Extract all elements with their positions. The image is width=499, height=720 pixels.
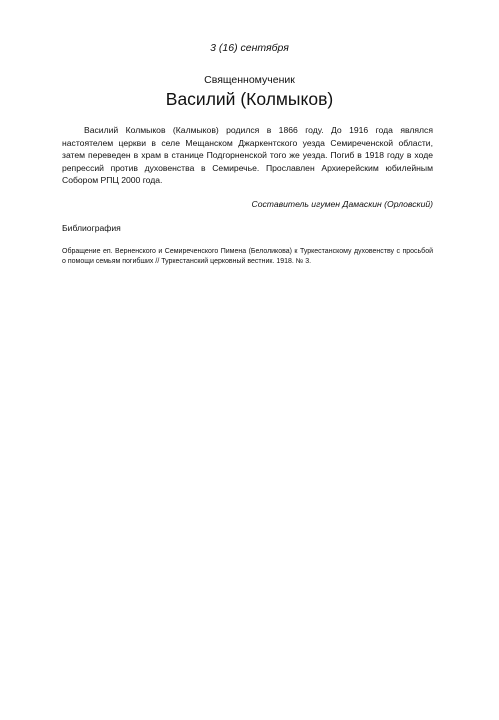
saint-rank: Священномученик xyxy=(204,74,295,86)
compiler-credit: Составитель игумен Дамаскин (Орловский) xyxy=(251,199,433,209)
bibliography-item: Обращение еп. Верненского и Семиреченского Пимена (Белоликова) к Туркестанскому духовенству с просьбой о помощи семьям погибших // Туркестанский церковный вестник. 1918. № 3. xyxy=(62,248,433,265)
saint-name: Василий (Колмыков) xyxy=(165,89,334,109)
bibliography-list xyxy=(62,247,433,267)
bibliography-heading: Библиография xyxy=(62,223,121,233)
feast-date: 3 (16) сентября xyxy=(210,42,289,54)
biography-paragraph: Василий Колмыков (Калмыков) родился в 1866 году. До 1916 года являлся настоятелем церкви в селе Мещанском Джаркентского уезда Семиреченской области, затем переведен в храм в станице Подгорненской того же уезда. Погиб в 1918 году в ходе репрессий против духовенства в Семиречье. Прославлен Архиерейским юбилейным Собором РПЦ 2000 года. xyxy=(62,125,433,186)
